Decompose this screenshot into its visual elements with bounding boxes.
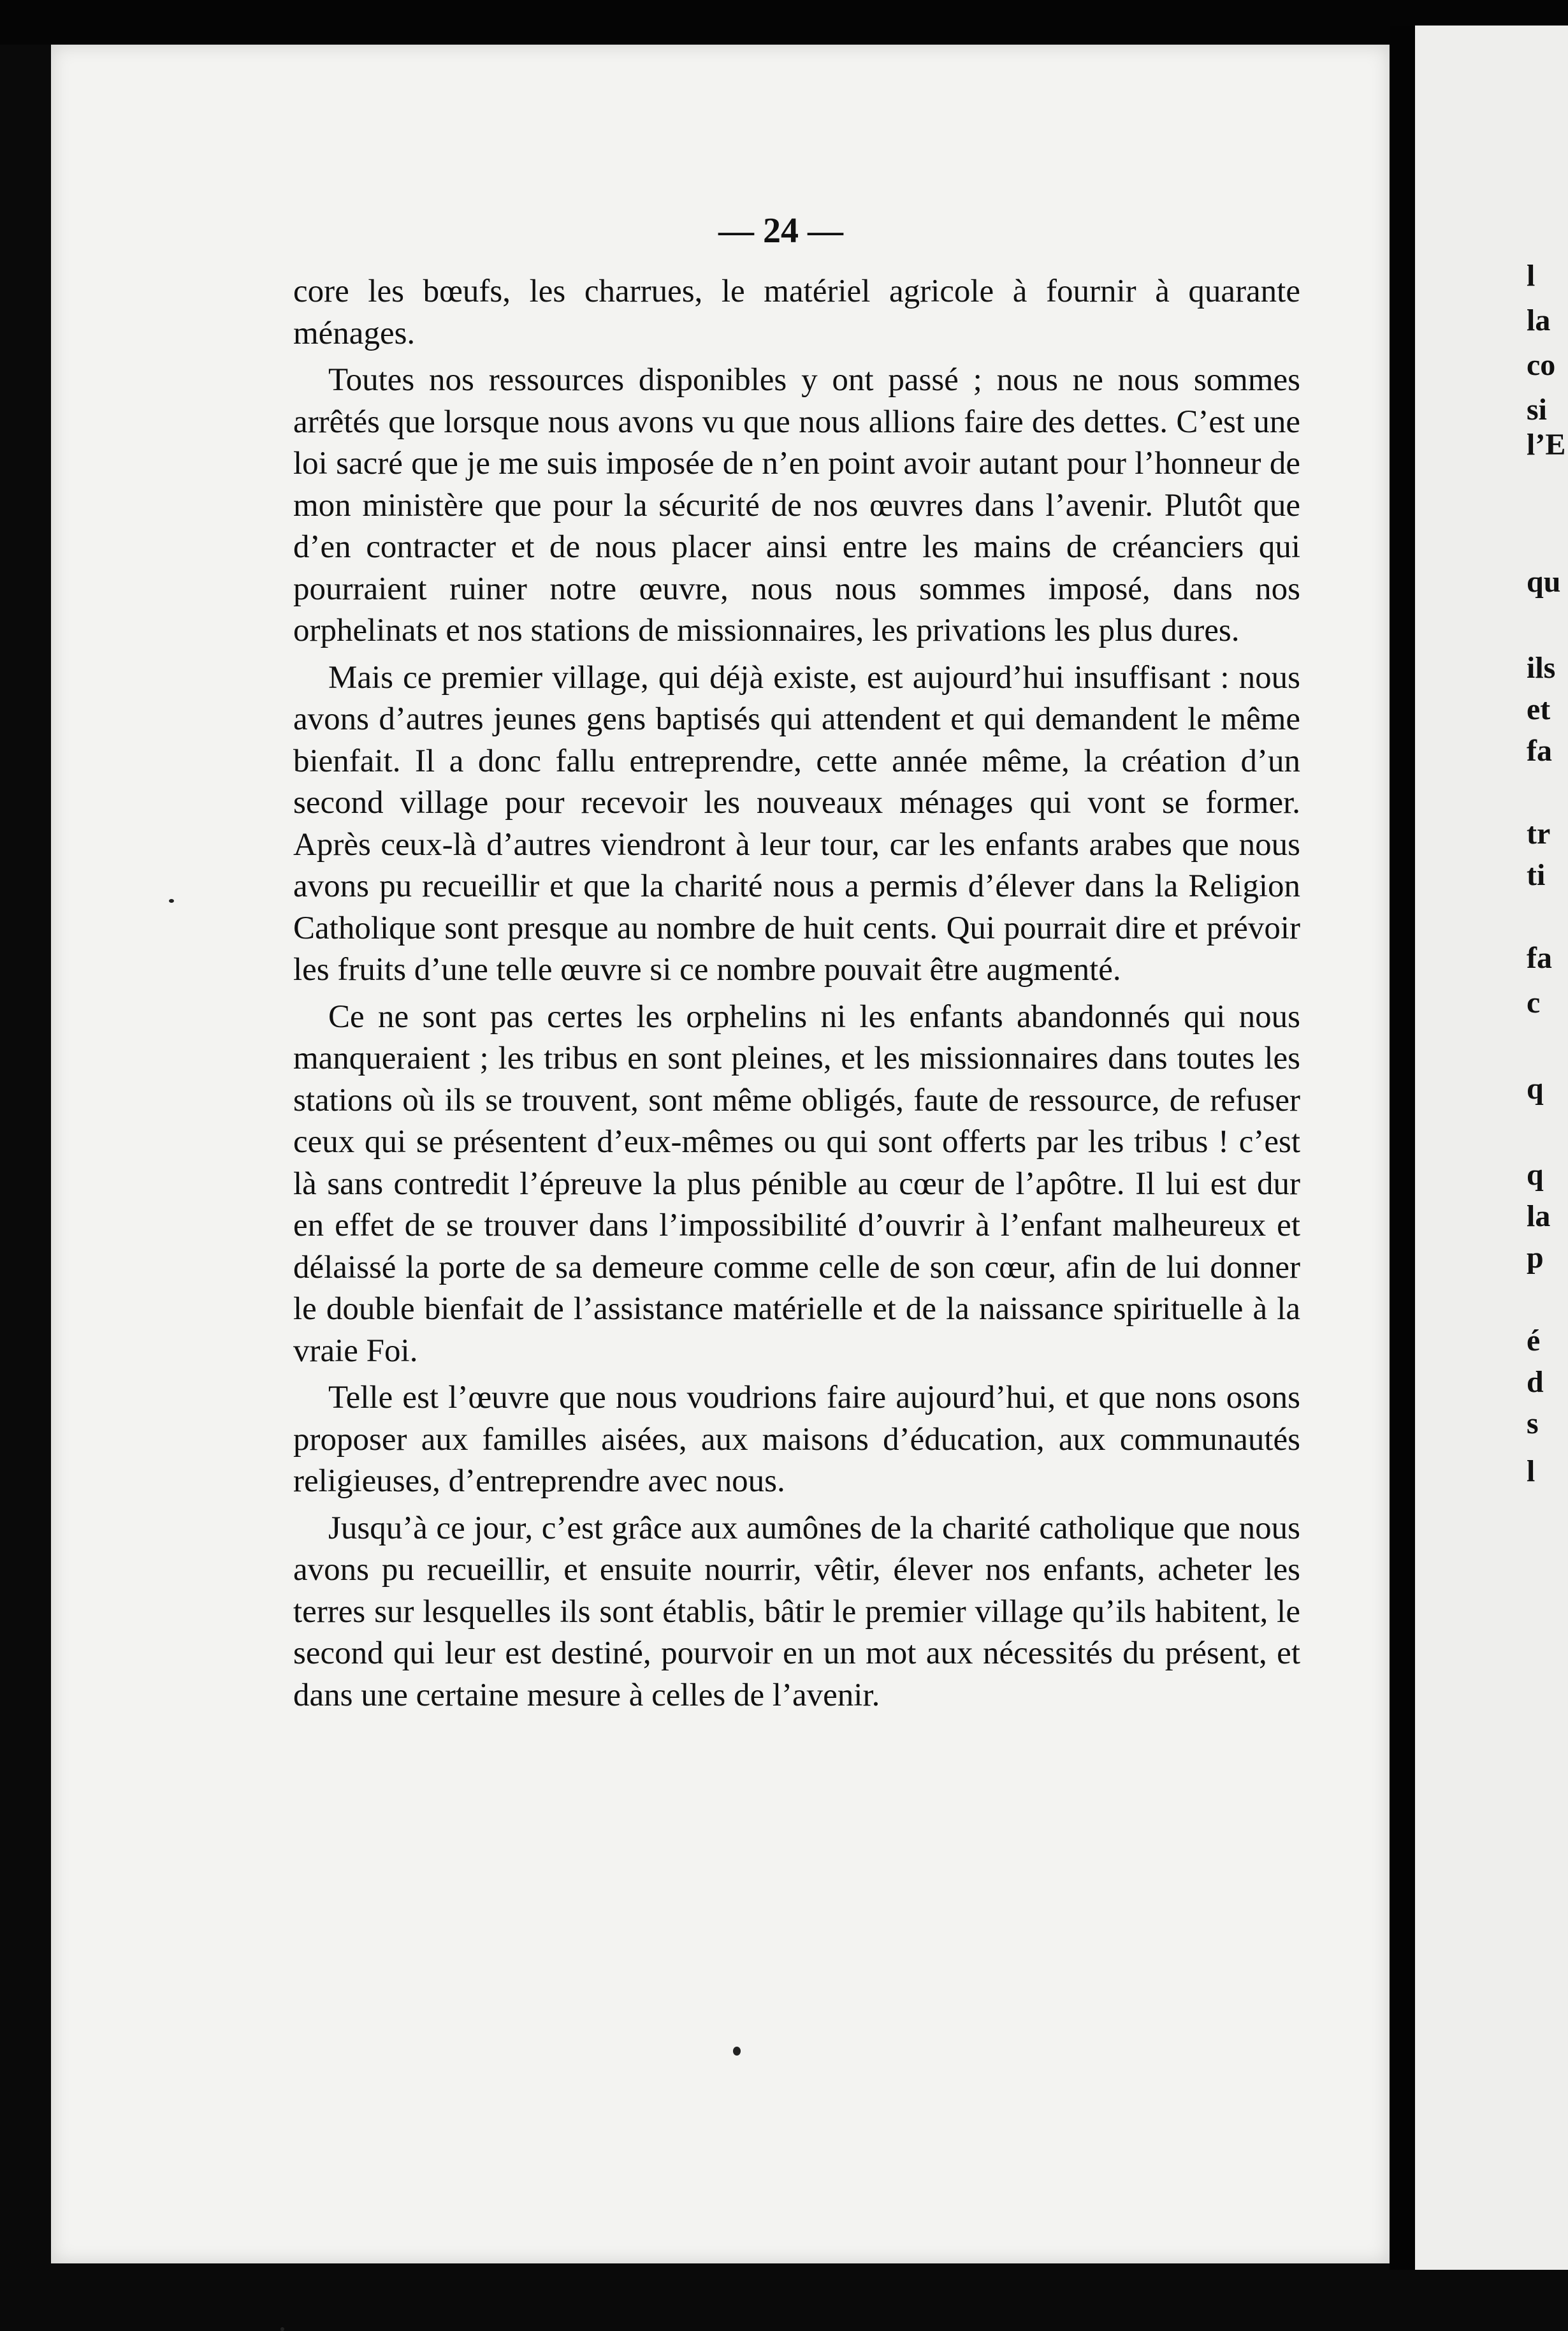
ink-speck <box>733 2047 741 2056</box>
paragraph-5: Telle est l’œuvre que nous voudrions faire aujourd’hui, et que nons osons proposer aux familles aisées, aux maisons d’éducation, aux communautés religieuses, d’entreprendre avec nous. <box>293 1380 1300 1499</box>
facing-fragment: tr <box>1527 817 1551 851</box>
facing-fragment: et <box>1527 692 1551 726</box>
paragraph-2: Toutes nos ressources disponibles y ont passé ; nous ne nous sommes arrêtés que lorsque nous avons vu que nous allions faire des dettes. C’est une loi sacré que je me suis imposée de n’en point avoir autant pour l’honneur de mon ministère que pour la sécurité de nos œuvres dans l’avenir. Plutôt que d’en contracter et de nous placer ainsi entre les mains de créanciers qui pourraient ruiner notre œuvre, nous nous sommes imposé, dans nos orphelinats et nos stations de missionnaires, les privations les plus dures. <box>293 362 1300 648</box>
facing-fragment: d <box>1527 1365 1544 1399</box>
facing-fragment: s <box>1527 1407 1539 1440</box>
facing-fragment: q <box>1527 1158 1544 1192</box>
paragraph-3: Mais ce premier village, qui déjà existe, est aujourd’hui insuffisant : nous avons d’autres jeunes gens baptisés qui attendent et qui demandent le même bienfait. Il a donc fallu entreprendre, cette année même, la création d’un second village pour recevoir les nouveaux ménages qui vont se former. Après ceux-là d’autres viendront à leur tour, car les enfants arabes que nous avons pu recueillir et que la charité nous a permis d’élever dans la Religion Catholique sont presque au nombre de huit cents. Qui pourrait dire et prévoir les fruits d’une telle œuvre si ce nombre pouvait être augmenté. <box>293 659 1300 988</box>
facing-fragment: fa <box>1527 941 1552 975</box>
facing-fragment: ti <box>1527 858 1546 892</box>
paragraph-4: Ce ne sont pas certes les orphelins ni les enfants abandonnés qui nous manqueraient ; les tribus en sont pleines, et les missionnaires dans toutes les stations où ils se trouvent, sont même obligés, faute de ressource, de refuser ceux qui se présentent d’eux-mêmes ou qui sont offerts par les tribus ! c’est là sans contredit l’épreuve la plus pénible au cœur de l’apôtre. Il lui est dur en effet de se trouver dans l’impossibilité d’ouvrir à l’enfant malheureux et délaissé la porte de sa demeure comme celle de son cœur, afin de lui donner le double bienfait de l’assistance matérielle et de la naissance spirituelle à la vraie Foi. <box>293 998 1300 1369</box>
paragraph-6: Jusqu’à ce jour, c’est grâce aux aumônes de la charité catholique que nous avons pu recueillir, et ensuite nourrir, vêtir, élever nos enfants, acheter les terres sur lesquelles ils sont établis, bâtir le premier village qu’ils habitent, le second qui leur est destiné, pourvoir en un mot aux nécessités du présent, et dans une certaine mesure à celles de l’avenir. <box>293 1510 1300 1713</box>
facing-fragment: co <box>1527 348 1556 382</box>
paragraph-1: core les bœufs, les charrues, le matériel agricole à fournir à quarante ménages. <box>293 274 1300 351</box>
scan-border <box>0 0 1568 45</box>
facing-fragment: la <box>1527 303 1551 337</box>
facing-fragment: si <box>1527 393 1548 427</box>
facing-fragment: fa <box>1527 734 1552 768</box>
page-body-text <box>293 271 1300 1721</box>
facing-fragment: l’E <box>1527 428 1566 462</box>
book-gutter <box>1390 26 1415 2270</box>
facing-fragment: l <box>1527 259 1535 293</box>
facing-fragment: p <box>1527 1241 1544 1275</box>
page-number: — 24 — <box>718 211 843 251</box>
facing-fragment: qu <box>1527 565 1561 599</box>
ink-speck <box>169 899 174 903</box>
ink-speck <box>280 2327 284 2331</box>
facing-fragment: é <box>1527 1324 1541 1357</box>
facing-fragment: c <box>1527 986 1541 1019</box>
facing-fragment: ils <box>1527 651 1556 685</box>
facing-fragment: l <box>1527 1454 1535 1488</box>
facing-fragment: q <box>1527 1072 1544 1106</box>
facing-fragment: la <box>1527 1199 1551 1233</box>
